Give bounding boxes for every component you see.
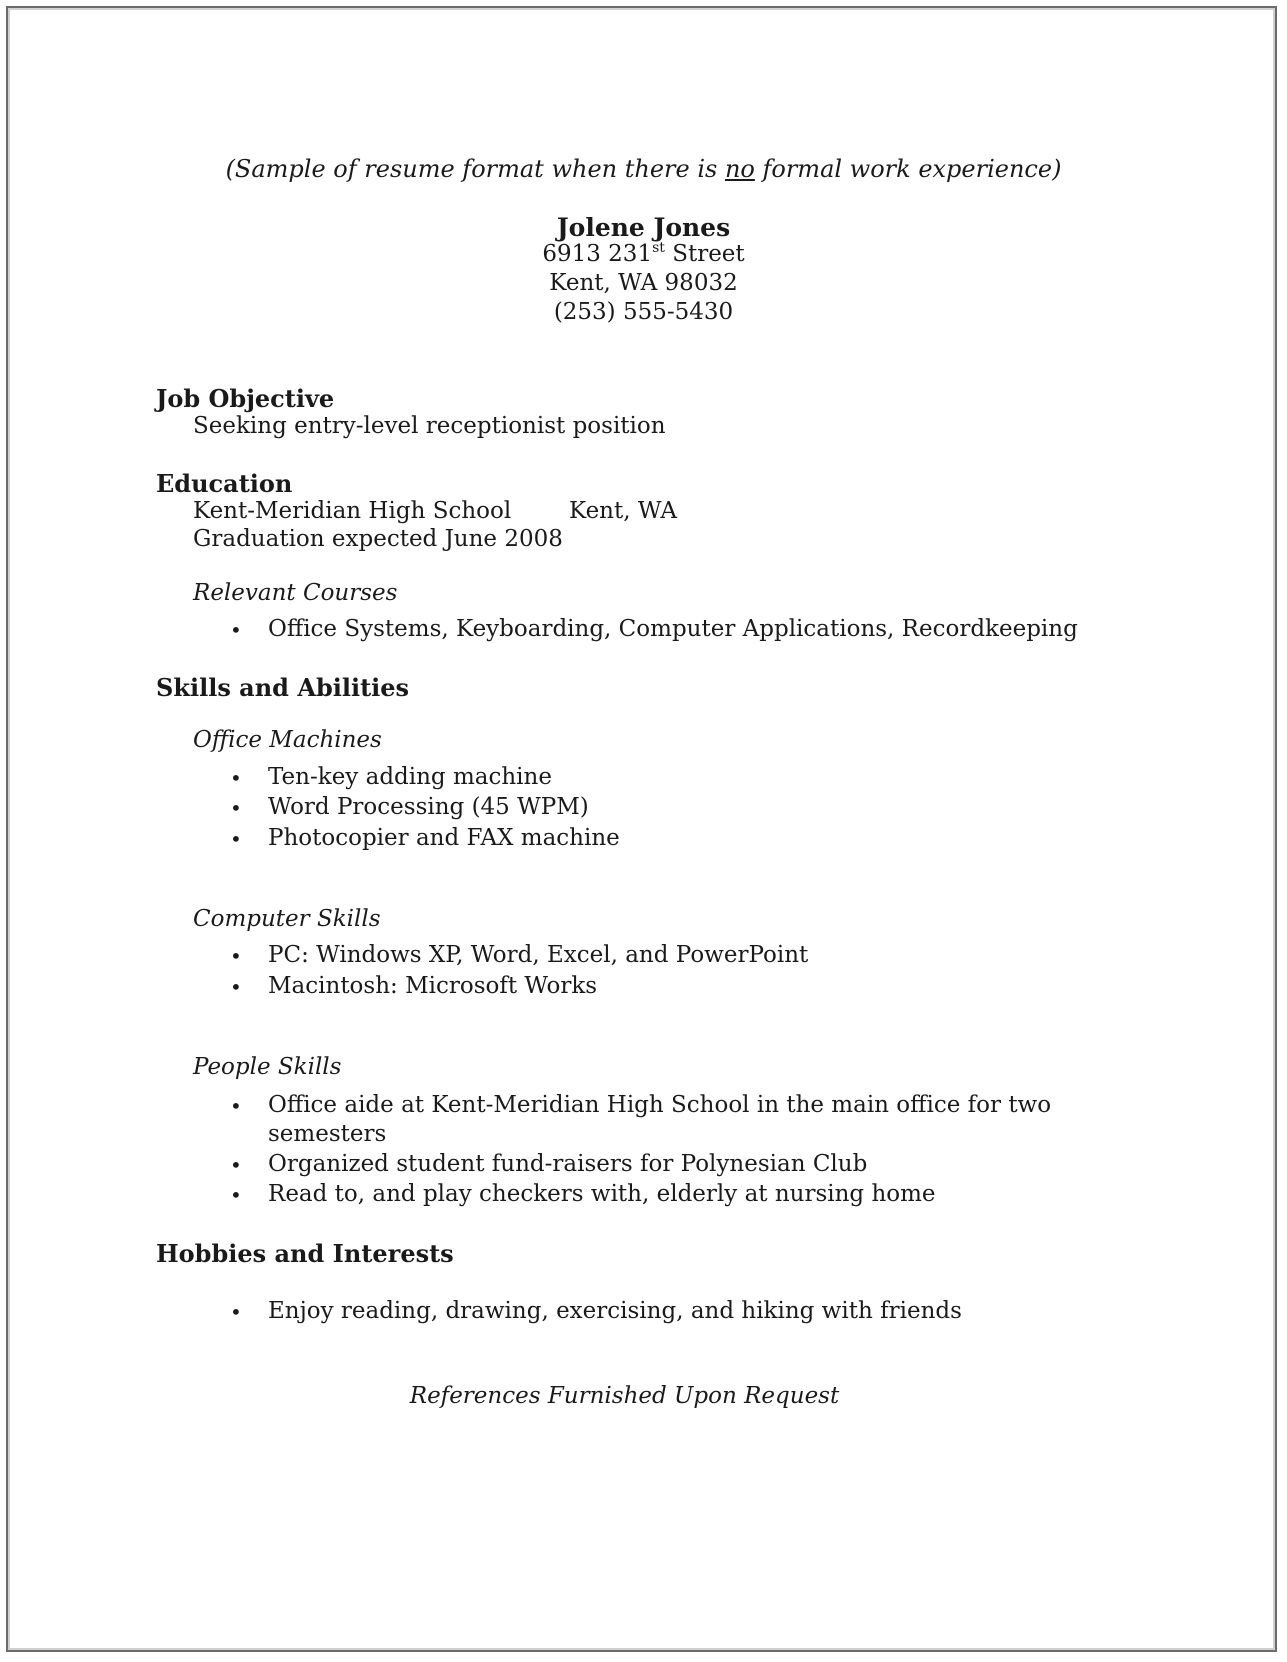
people-skills-label: People Skills xyxy=(193,1054,342,1080)
bullet-icon: • xyxy=(230,766,242,790)
education-heading: Education xyxy=(156,469,293,498)
hobbies-heading: Hobbies and Interests xyxy=(156,1239,454,1268)
school-location: Kent, WA xyxy=(569,498,677,524)
street-address xyxy=(0,241,1287,267)
skills-heading: Skills and Abilities xyxy=(156,673,410,702)
computer-skills-label: Computer Skills xyxy=(193,906,381,932)
office-machine-item: Photocopier and FAX machine xyxy=(268,825,620,851)
street-number: 6913 231 xyxy=(542,241,653,267)
bullet-icon: • xyxy=(230,944,242,968)
format-note xyxy=(0,155,1287,183)
bullet-icon: • xyxy=(230,1183,242,1207)
phone-number: (253) 555-5430 xyxy=(553,299,734,325)
format-note-prefix: (Sample of resume format when there is xyxy=(225,155,725,183)
job-objective-text: Seeking entry-level receptionist position xyxy=(193,413,666,439)
bullet-icon: • xyxy=(230,1300,242,1324)
computer-skill-item: Macintosh: Microsoft Works xyxy=(268,973,598,999)
school-name: Kent-Meridian High School xyxy=(193,498,512,524)
hobby-item: Enjoy reading, drawing, exercising, and hiking with friends xyxy=(268,1298,962,1324)
bullet-icon: • xyxy=(230,827,242,851)
bullet-icon: • xyxy=(230,975,242,999)
format-note-suffix: formal work experience) xyxy=(754,155,1062,183)
office-machines-label: Office Machines xyxy=(193,727,382,753)
city-state-zip: Kent, WA 98032 xyxy=(549,270,738,296)
computer-skill-item: PC: Windows XP, Word, Excel, and PowerPoint xyxy=(268,942,809,968)
people-skill-item: Office aide at Kent-Meridian High School in the main office for two xyxy=(268,1092,1052,1118)
people-skill-item: Read to, and play checkers with, elderly at nursing home xyxy=(268,1181,936,1207)
office-machine-item: Ten-key adding machine xyxy=(268,764,552,790)
bullet-icon: • xyxy=(230,1094,242,1118)
course-list-item: Office Systems, Keyboarding, Computer Applications, Recordkeeping xyxy=(268,616,1078,642)
people-skill-item-continued: semesters xyxy=(268,1121,387,1147)
office-machine-item: Word Processing (45 WPM) xyxy=(268,794,589,820)
street-ordinal: st xyxy=(652,240,665,256)
bullet-icon: • xyxy=(230,618,242,642)
people-skill-item: Organized student fund-raisers for Polynesian Club xyxy=(268,1151,868,1177)
relevant-courses-label: Relevant Courses xyxy=(193,580,398,606)
bullet-icon: • xyxy=(230,796,242,820)
street-name: Street xyxy=(664,241,745,267)
format-note-underlined: no xyxy=(724,155,755,183)
job-objective-heading: Job Objective xyxy=(156,384,335,413)
graduation-date: Graduation expected June 2008 xyxy=(193,526,563,552)
bullet-icon: • xyxy=(230,1153,242,1177)
references-note: References Furnished Upon Request xyxy=(409,1383,840,1409)
applicant-name: Jolene Jones xyxy=(556,213,731,242)
